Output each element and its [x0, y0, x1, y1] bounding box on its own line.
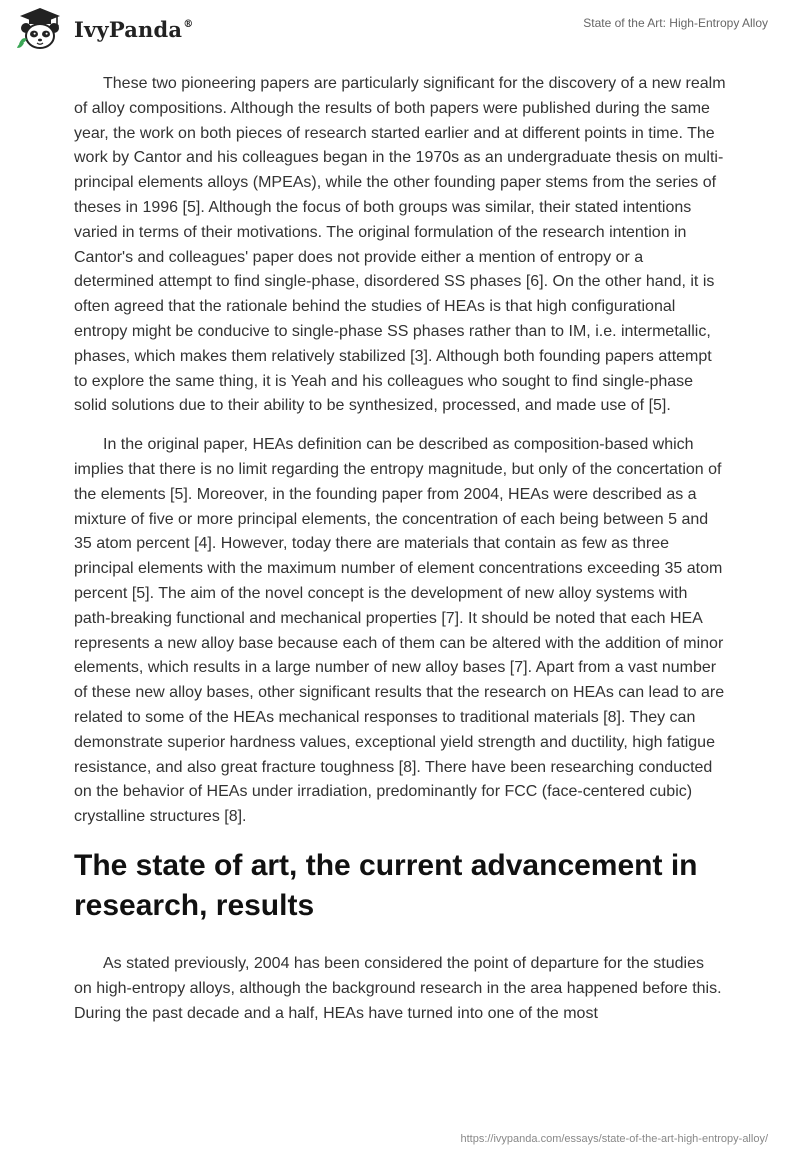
registered-mark: ®	[183, 18, 194, 30]
document-title: State of the Art: High-Entropy Alloy	[583, 16, 768, 30]
ivypanda-logo[interactable]	[16, 6, 193, 50]
logo-brand-text: IvyPanda	[74, 16, 183, 42]
section-paragraph-1: As stated previously, 2004 has been considered the point of departure for the studies on high-entropy alloys, although the background research in the area happened before this. During the past decade and a half, HEAs have turned into one of the most	[74, 954, 722, 1022]
logo-wordmark	[74, 17, 193, 42]
body-paragraph-2: In the original paper, HEAs definition can be described as composition-based which implies that there is no limit regarding the entropy magnitude, but only of the concertation of the elements [5]. Moreover, in the founding paper from 2004, HEAs were described as a mixture of five or more principal elements, the concentration of each being between 5 and 35 atom percent [4]. However, today there are materials that contain as few as three principal elements with the maximum number of element concentrations exceeding 35 atom percent [5]. The aim of the novel concept is the development of new alloy systems with path-breaking functional and mechanical properties [7]. It should be noted that each HEA represents a new alloy base because each of them can be altered with the addition of minor elements, which results in a large number of new alloy bases [7]. Apart from a vast number of these new alloy bases, other significant results that the research on HEAs can lead to are related to some of the HEAs mechanical responses to traditional materials [8]. They can demonstrate superior hardness values, exceptional yield strength and ductility, high fatigue resistance, and also great fracture toughness [8]. There have been researching conducted on the behavior of HEAs under irradiation, predominantly for FCC (face-centered cubic) crystalline structures [8].	[74, 436, 725, 826]
panda-graduate-icon	[16, 6, 64, 50]
source-url[interactable]: https://ivypanda.com/essays/state-of-the-art-high-entropy-alloy/	[460, 1133, 768, 1145]
body-paragraph-1: These two pioneering papers are particularly significant for the discovery of a new realm of alloy compositions. Although the results of both papers were published during the same year, the work on both pieces of research started earlier and at different points in time. The work by Cantor and his colleagues began in the 1970s as an undergraduate thesis on multi-principal elements alloys (MPEAs), while the other founding paper stems from the series of theses in 1996 [5]. Although the focus of both groups was similar, their stated intentions varied in terms of their motivations. The original formulation of the research intention in Cantor's and colleagues' paper does not provide either a mention of entropy or a determined attempt to find single-phase, disordered SS phases [6]. On the other hand, it is often agreed that the rationale behind the studies of HEAs is that high configurational entropy might be conducive to single-phase SS phases rather than to IM, i.e. intermetallic, phases, which makes them relatively stabilized [3]. Although both founding papers attempt to explore the same thing, it is Yeah and his colleagues who sought to find single-phase solid solutions due to their ability to be synthesized, processed, and made use of [5].	[74, 75, 726, 415]
essay-body	[74, 72, 726, 1040]
section-heading: The state of art, the current advancement in research, results	[74, 848, 698, 922]
page-header	[0, 0, 800, 60]
